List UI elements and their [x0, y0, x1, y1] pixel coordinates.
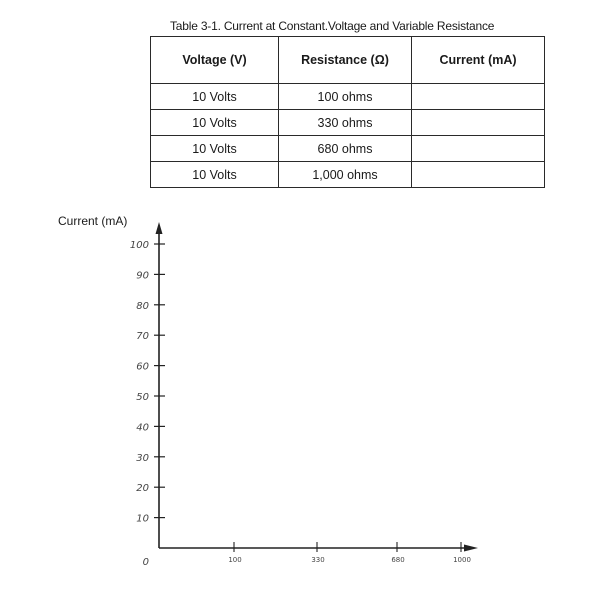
x-tick-label: 1000 [453, 556, 471, 564]
y-tick-label: 50 [136, 392, 149, 403]
header-voltage: Voltage (V) [151, 37, 279, 84]
cell-resistance: 100 ohms [279, 84, 412, 110]
table-caption: Table 3-1. Current at Constant.Voltage and Variable Resistance [170, 19, 495, 33]
y-axis-label: Current (mA) [58, 214, 128, 228]
cell-resistance: 330 ohms [279, 110, 412, 136]
y-tick-label: 70 [136, 331, 149, 343]
x-tick-label: 100 [228, 556, 242, 564]
y-tick-label: 10 [136, 513, 149, 525]
cell-resistance: 1,000 ohms [279, 162, 412, 188]
header-resistance: Resistance (Ω) [279, 37, 412, 84]
y-axis-arrowhead [156, 222, 163, 234]
y-tick-label: 100 [129, 240, 149, 251]
x-tick-label: 680 [391, 556, 405, 564]
y-tick-label: 90 [136, 270, 149, 282]
y-tick-label: 40 [136, 422, 149, 434]
y-tick-label: 80 [136, 300, 149, 312]
y-tick-label: 20 [136, 483, 149, 495]
cell-voltage: 10 Volts [151, 84, 279, 110]
cell-voltage: 10 Volts [151, 110, 279, 136]
y-tick-label: 0 [142, 557, 149, 568]
header-current: Current (mA) [412, 37, 545, 84]
x-tick-label: 330 [311, 556, 325, 564]
cell-voltage: 10 Volts [151, 136, 279, 162]
y-tick-label: 30 [136, 452, 149, 464]
cell-voltage: 10 Volts [151, 162, 279, 188]
y-tick-label: 60 [136, 361, 149, 373]
cell-resistance: 680 ohms [279, 136, 412, 162]
x-axis-arrowhead [464, 545, 478, 552]
